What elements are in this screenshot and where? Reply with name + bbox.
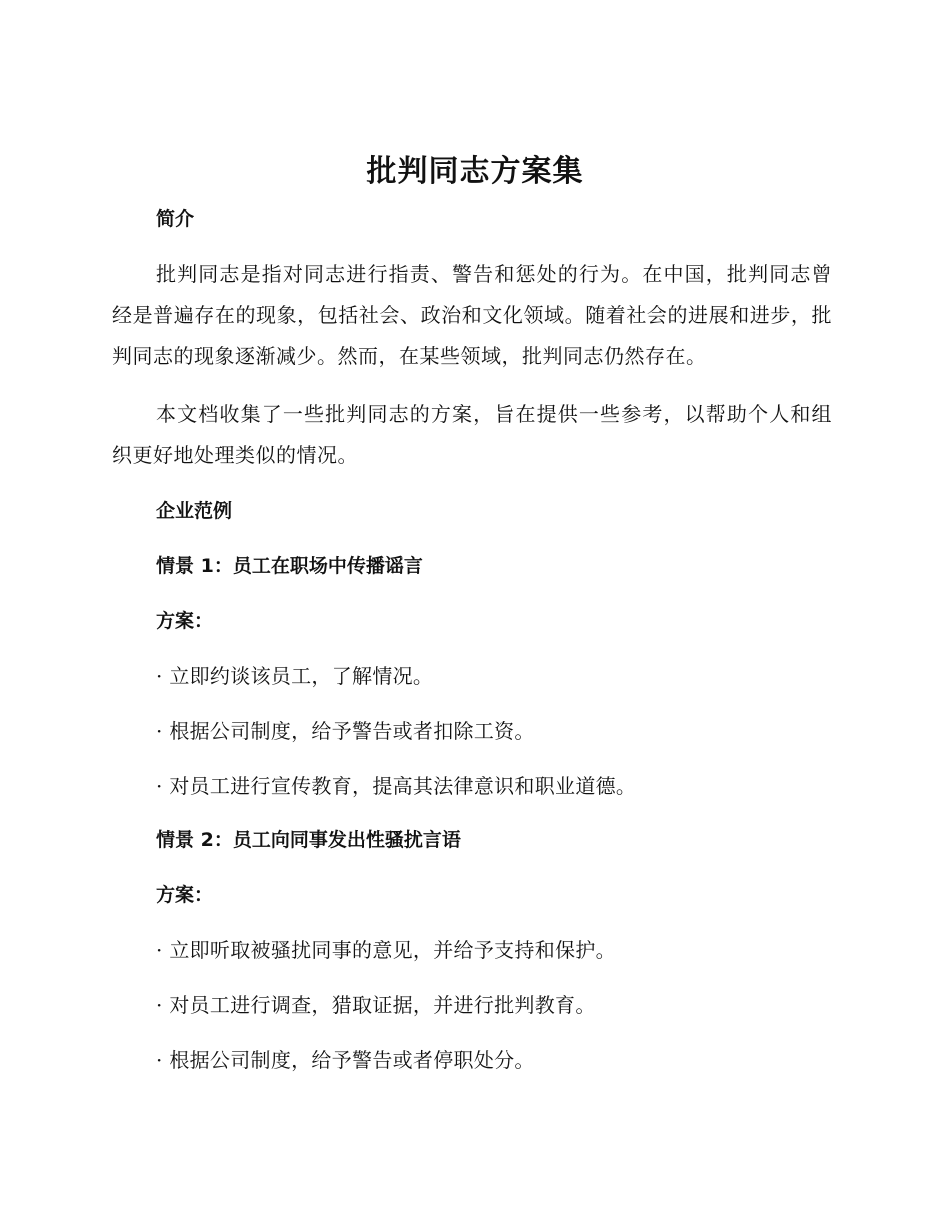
document-title: 批判同志方案集	[366, 154, 584, 189]
scenario-2-heading: 情景 2：员工向同事发出性骚扰言语	[156, 829, 461, 851]
scenario-2-plan-item: · 立即听取被骚扰同事的意见，并给予支持和保护。	[156, 938, 616, 962]
scenario-2-plan-item: · 根据公司制度，给予警告或者停职处分。	[156, 1048, 535, 1072]
scenario-1-plan-item: · 根据公司制度，给予警告或者扣除工资。	[156, 719, 535, 743]
intro-paragraph-1: 批判同志是指对同志进行指责、警告和惩处的行为。在中国，批判同志曾经是普遍存在的现象，包括社会、政治和文化领域。随着社会的进展和进步，批判同志的现象逐渐减少。然而，在某些领域，批判同志仍然存在。	[112, 262, 832, 368]
scenario-1-plan-label: 方案：	[156, 610, 214, 632]
intro-heading: 简介	[156, 208, 195, 230]
scenario-1-heading: 情景 1：员工在职场中传播谣言	[156, 555, 423, 577]
intro-paragraph-2: 本文档收集了一些批判同志的方案，旨在提供一些参考，以帮助个人和组织更好地处理类似的情况。	[112, 402, 832, 467]
scenario-2-plan-item: · 对员工进行调查，猎取证据，并进行批判教育。	[156, 993, 596, 1017]
scenario-1-plan-item: · 对员工进行宣传教育，提高其法律意识和职业道德。	[156, 774, 637, 798]
scenario-2-plan-label: 方案：	[156, 884, 214, 906]
scenario-1-plan-item: · 立即约谈该员工，了解情况。	[156, 664, 434, 688]
section-heading-enterprise-examples: 企业范例	[156, 500, 233, 522]
